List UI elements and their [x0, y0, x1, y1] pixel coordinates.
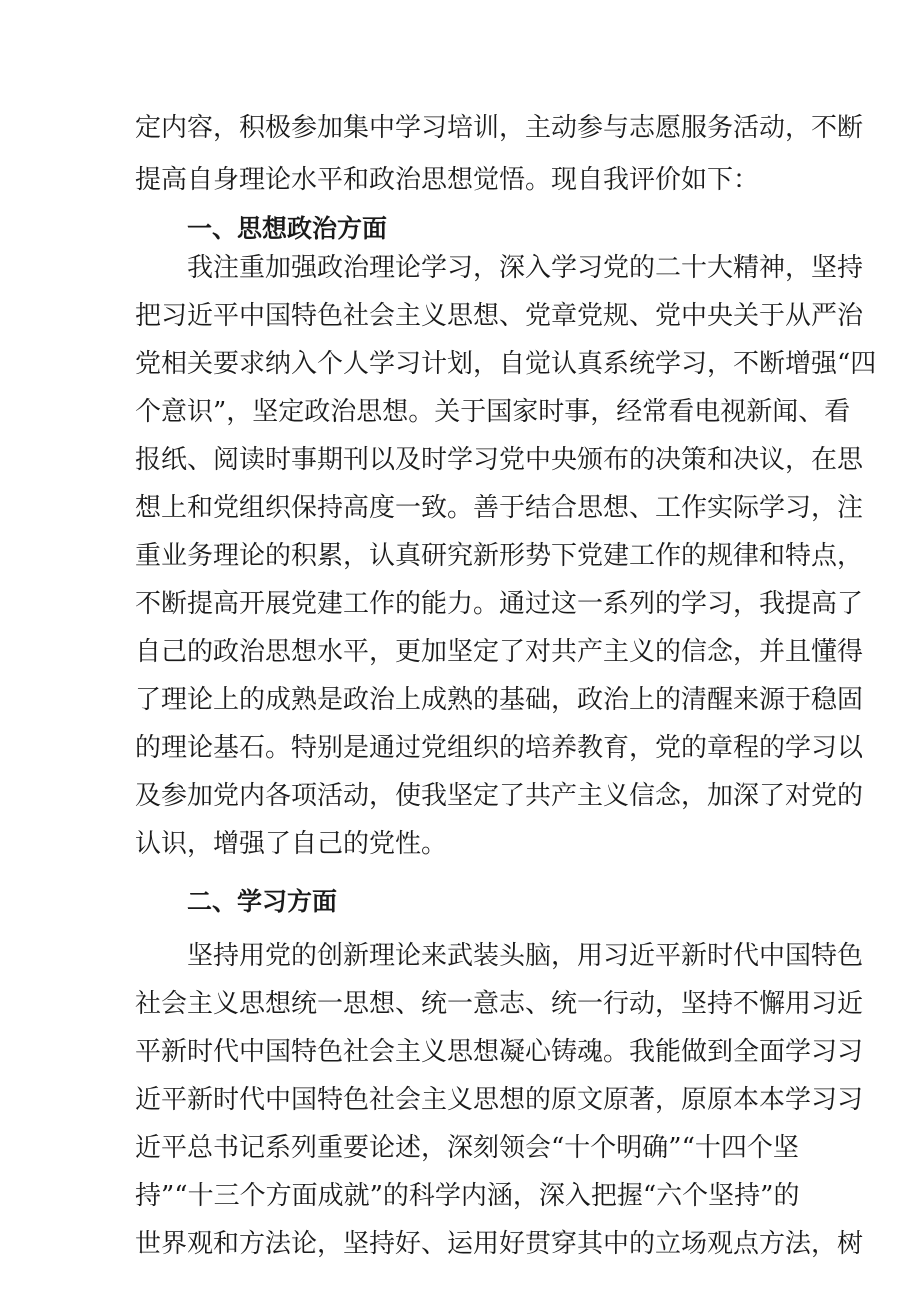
- paragraph-line: 及参加党内各项活动，使我坚定了共产主义信念，加深了对党的: [135, 781, 864, 811]
- paragraph-line: 认识，增强了自己的党性。: [135, 829, 448, 859]
- paragraph-line: 世界观和方法论，坚持好、运用好贯穿其中的立场观点方法，树: [135, 1229, 864, 1259]
- paragraph-line: 报纸、阅读时事期刊以及时学习党中央颁布的决策和决议，在思: [135, 445, 864, 475]
- paragraph-line: 持”“十三个方面成就”的科学内涵，深入把握“六个坚持”的: [135, 1181, 800, 1211]
- paragraph-line: 不断提高开展党建工作的能力。通过这一系列的学习，我提高了: [135, 589, 864, 619]
- section-heading-study: 二、学习方面: [187, 887, 338, 916]
- paragraph-line: 把习近平中国特色社会主义思想、党章党规、党中央关于从严治: [135, 301, 864, 331]
- paragraph-line: 定内容，积极参加集中学习培训，主动参与志愿服务活动，不断: [135, 113, 864, 143]
- paragraph-line: 近平总书记系列重要论述，深刻领会“十个明确”“十四个坚: [135, 1133, 799, 1163]
- paragraph-line: 提高自身理论水平和政治思想觉悟。现自我评价如下：: [135, 165, 760, 195]
- paragraph-line: 平新时代中国特色社会主义思想凝心铸魂。我能做到全面学习习: [135, 1037, 864, 1067]
- paragraph-line: 了理论上的成熟是政治上成熟的基础，政治上的清醒来源于稳固: [135, 685, 864, 715]
- section-heading-ideology: 一、思想政治方面: [187, 214, 388, 243]
- paragraph-line: 近平新时代中国特色社会主义思想的原文原著，原原本本学习习: [135, 1085, 864, 1115]
- paragraph-line: 重业务理论的积累，认真研究新形势下党建工作的规律和特点，: [135, 541, 864, 571]
- paragraph-line: 个意识”，坚定政治思想。关于国家时事，经常看电视新闻、看: [135, 397, 851, 427]
- paragraph-line: 我注重加强政治理论学习，深入学习党的二十大精神，坚持: [187, 253, 864, 283]
- paragraph-line: 自己的政治思想水平，更加坚定了对共产主义的信念，并且懂得: [135, 637, 864, 667]
- paragraph-line: 坚持用党的创新理论来武装头脑，用习近平新时代中国特色: [187, 941, 864, 971]
- paragraph-line: 社会主义思想统一思想、统一意志、统一行动，坚持不懈用习近: [135, 989, 864, 1019]
- paragraph-line: 想上和党组织保持高度一致。善于结合思想、工作实际学习，注: [135, 493, 864, 523]
- paragraph-line: 党相关要求纳入个人学习计划，自觉认真系统学习，不断增强“四: [135, 349, 877, 379]
- paragraph-line: 的理论基石。特别是通过党组织的培养教育，党的章程的学习以: [135, 733, 864, 763]
